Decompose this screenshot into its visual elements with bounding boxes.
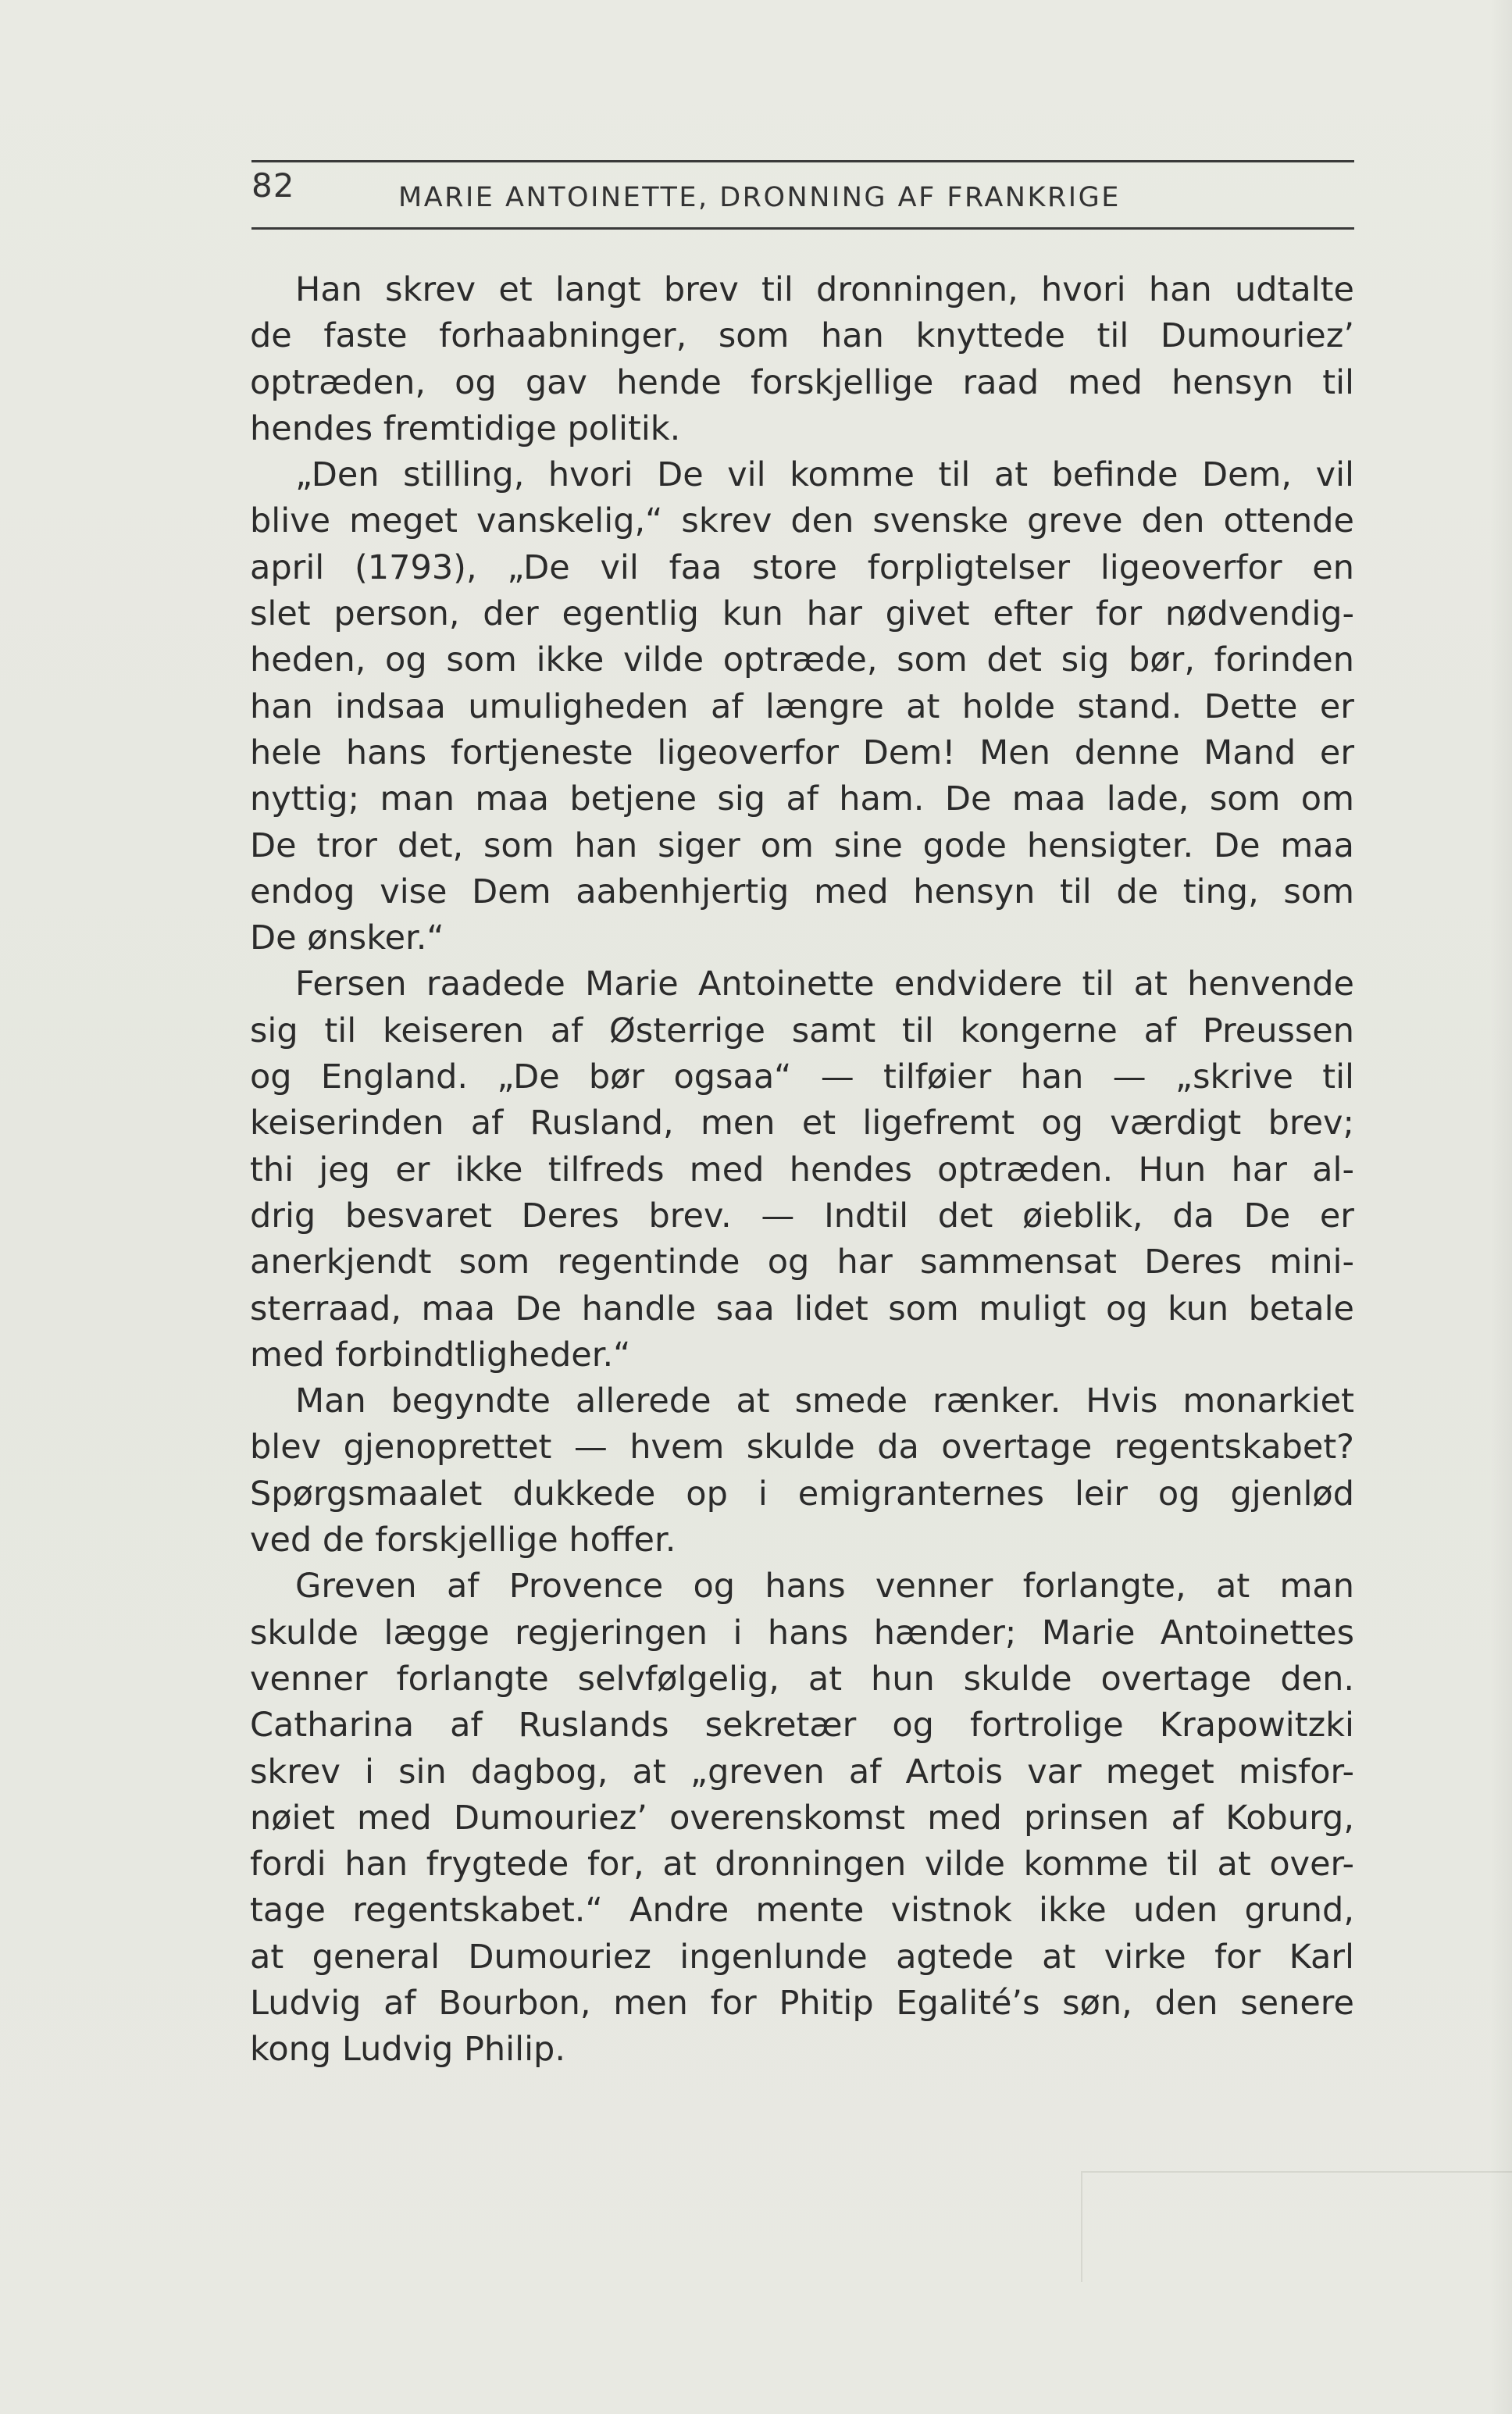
text-line: Spørgsmaalet dukkede op i emigranternes leir og gjenlød bbox=[250, 1474, 1354, 1514]
text-line: optræden, og gav hende forskjellige raad med hensyn til bbox=[250, 362, 1354, 402]
text-line: tage regentskabet.“ Andre mente vistnok ikke uden grund, bbox=[250, 1891, 1354, 1931]
text-line: anerkjendt som regentinde og har sammensat Deres mini- bbox=[250, 1243, 1354, 1282]
text-line: april (1793), „De vil faa store forpligtelser ligeoverfor en bbox=[250, 547, 1354, 587]
text-line: drig besvaret Deres brev. — Indtil det øieblik, da De er bbox=[250, 1196, 1354, 1236]
text-line: nyttig; man maa betjene sig af ham. De maa lade, som om bbox=[250, 779, 1354, 819]
page-edge-shade bbox=[1490, 0, 1512, 2414]
header-rule-bottom bbox=[251, 227, 1354, 230]
text-line: ved de forskjellige hoffer. bbox=[250, 1521, 676, 1560]
text-line: Han skrev et langt brev til dronningen, hvori han udtalte bbox=[295, 270, 1354, 309]
page-header bbox=[251, 160, 1354, 232]
text-line: kong Ludvig Philip. bbox=[250, 2030, 565, 2070]
text-line: „Den stilling, hvori De vil komme til at befinde Dem, vil bbox=[295, 455, 1354, 495]
scan-edge-mark bbox=[1081, 2171, 1512, 2282]
text-line: Catharina af Ruslands sekretær og fortrolige Krapowitzki bbox=[250, 1706, 1354, 1745]
text-line: Greven af Provence og hans venner forlangte, at man bbox=[295, 1567, 1354, 1606]
text-line: venner forlangte selvfølgelig, at hun skulde overtage den. bbox=[250, 1659, 1354, 1699]
text-line: sterraad, maa De handle saa lidet som muligt og kun betale bbox=[250, 1289, 1354, 1328]
text-line: thi jeg er ikke tilfreds med hendes optræden. Hun har al- bbox=[250, 1150, 1354, 1189]
body-text bbox=[250, 267, 1354, 2073]
text-line: hele hans fortjeneste ligeoverfor Dem! Men denne Mand er bbox=[250, 733, 1354, 772]
text-line: at general Dumouriez ingenlunde agtede at virke for Karl bbox=[250, 1937, 1354, 1977]
text-line: Man begyndte allerede at smede rænker. Hvis monarkiet bbox=[295, 1382, 1354, 1421]
page-number: 82 bbox=[251, 166, 295, 205]
text-line: sig til keiseren af Østerrige samt til kongerne af Preussen bbox=[250, 1011, 1354, 1050]
text-line: blev gjenoprettet — hvem skulde da overtage regentskabet? bbox=[250, 1428, 1354, 1467]
text-line: de faste forhaabninger, som han knyttede til Dumouriez’ bbox=[250, 316, 1354, 356]
text-line: slet person, der egentlig kun har givet efter for nødvendig- bbox=[250, 594, 1354, 634]
text-line: heden, og som ikke vilde optræde, som det sig bør, forinden bbox=[250, 640, 1354, 680]
text-line: blive meget vanskelig,“ skrev den svenske greve den ottende bbox=[250, 501, 1354, 541]
text-line: skrev i sin dagbog, at „greven af Artois var meget misfor- bbox=[250, 1752, 1354, 1792]
running-title: MARIE ANTOINETTE, DRONNING AF FRANKRIGE bbox=[398, 182, 1121, 213]
text-line: fordi han frygtede for, at dronningen vilde komme til at over- bbox=[250, 1845, 1354, 1884]
text-line: hendes fremtidige politik. bbox=[250, 408, 681, 448]
text-line: han indsaa umuligheden af længre at holde stand. Dette er bbox=[250, 686, 1354, 726]
text-line: skulde lægge regjeringen i hans hænder; Marie Antoinettes bbox=[250, 1613, 1354, 1653]
header-rule-top bbox=[251, 160, 1354, 162]
text-line: endog vise Dem aabenhjertig med hensyn til de ting, som bbox=[250, 872, 1354, 911]
text-line: og England. „De bør ogsaa“ — tilføier han — „skrive til bbox=[250, 1057, 1354, 1097]
text-line: nøiet med Dumouriez’ overenskomst med prinsen af Koburg, bbox=[250, 1798, 1354, 1838]
text-line: keiserinden af Rusland, men et ligefremt og værdigt brev; bbox=[250, 1104, 1354, 1143]
text-line: med forbindtligheder.“ bbox=[250, 1335, 631, 1375]
text-line: De ønsker.“ bbox=[250, 918, 444, 958]
text-line: De tror det, som han siger om sine gode hensigter. De maa bbox=[250, 825, 1354, 865]
text-line: Ludvig af Bourbon, men for Phitip Egalité’s søn, den senere bbox=[250, 1983, 1354, 2023]
text-line: Fersen raadede Marie Antoinette endvidere til at henvende bbox=[295, 965, 1354, 1004]
